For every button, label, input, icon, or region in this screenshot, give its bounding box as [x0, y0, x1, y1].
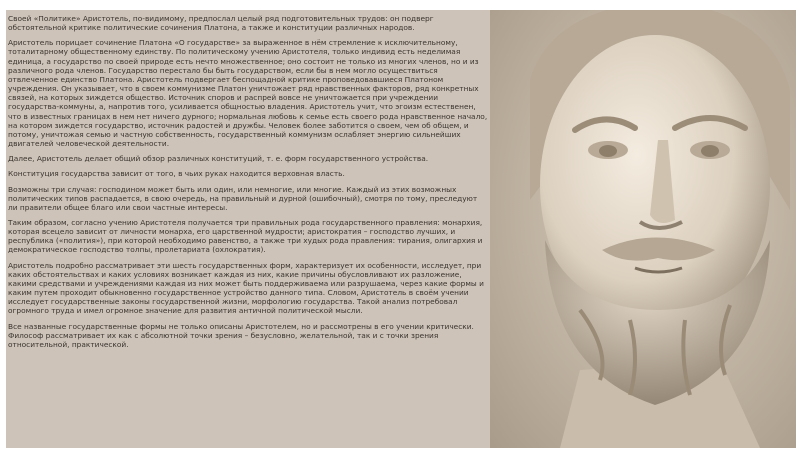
paragraph-critique-of-plato: Аристотель порицает сочинение Платона «О государстве» за выраженное в нём стремление к исключительному, тоталитарному общественному единству. По политическому учению Аристотеля, только индивид есть неделимая единица, а государство по своей природе есть нечто множественное; оно состоит не только из многих членов, но и из различного рода членов. Государство перестало бы быть государством, если бы в нем могло осуществиться отвлеченное единство Платона. Аристотель подвергает беспощадной критике проповедовавшиеся Платоном учреждения. Он указывает, что в своем коммунизме Платон уничтожает ряд нравственных факторов, ряд конкретных связей, на которых зиждется общество. Источник споров и распрей вовсе не уничтожается при учреждении государства-коммуны, а, напротив того, усиливается общностью владения. Аристотель учит, что эгоизм естественен, что в известных границах в нем нет ничего дурного; нормальная любовь к семье есть своего рода нравственное начало, на котором зиждется государство, источник радостей и дружбы. Человек более заботится о своем, чем об общем, и потому, уничтожая семью и частную собственность, государственный коммунизм ослабляет энергию сильнейших двигателей человеческой деятельности.: [8, 38, 488, 149]
paragraph-intro: Своей «Политике» Аристотель, по-видимому, предпослал целый ряд подготовительных трудов: он подверг обстоятельной критике политические сочинения Платона, а также и конституции различных народов.: [8, 14, 434, 33]
paragraph-forms-of-government: Таким образом, согласно учению Аристотеля получается три правильных рода государственного правления: монархия, которая всецело зависит от личности монарха, его царственной мудрости; аристократия – господство лучших, и республика («полития»), при которой необходимо равенство, а также три худых рода правления: тирания, олигархия и демократическое господство толпы, пролетариата (охлократия).: [8, 217, 483, 255]
paragraph-six-forms-analysis: Аристотель подробно рассматривает эти шесть государственных форм, характеризует их особенности, исследует, при каких обстоятельствах и каких условиях возникает каждая из них, какие причины обусловливают их разложение, какими средствами и учреждениями каждая из них может быть поддерживаема или разрушаема, через какие формы и каким путем проходит обыкновенно государственное устройство данного типа. Словом, Аристотель в своём учении исследует государственные законы государственной жизни, морфологию государства. Такой анализ потребовал огромного труда и имел огромное значение для развития античной политической мысли.: [8, 260, 484, 316]
paragraph-supreme-power: Конституция государства зависит от того, в чьих руках находится верховная власть.: [8, 169, 345, 179]
paragraph-constitutions-overview: Далее, Аристотель делает общий обзор различных конституций, т. е. форм государственного устройства.: [8, 154, 429, 164]
aristotle-bust-photo: [490, 10, 796, 448]
paragraph-three-cases: Возможны три случая: господином может быть или один, или немногие, или многие. Каждый из этих возможных политических типов распадается, в свою очередь, на правильный и дурной (ошибочный), смотря по тому, преследуют ли правители общее благо или свои частные интересы.: [8, 184, 478, 212]
text-panel: [6, 10, 490, 448]
paragraph-critical-view: Все названные государственные формы не только описаны Аристотелем, но и рассмотрены в его учении критически. Философ рассматривает их как с абсолютной точки зрения – безусловно, желательной, так и с точки зрения относительной, практической.: [8, 321, 474, 349]
